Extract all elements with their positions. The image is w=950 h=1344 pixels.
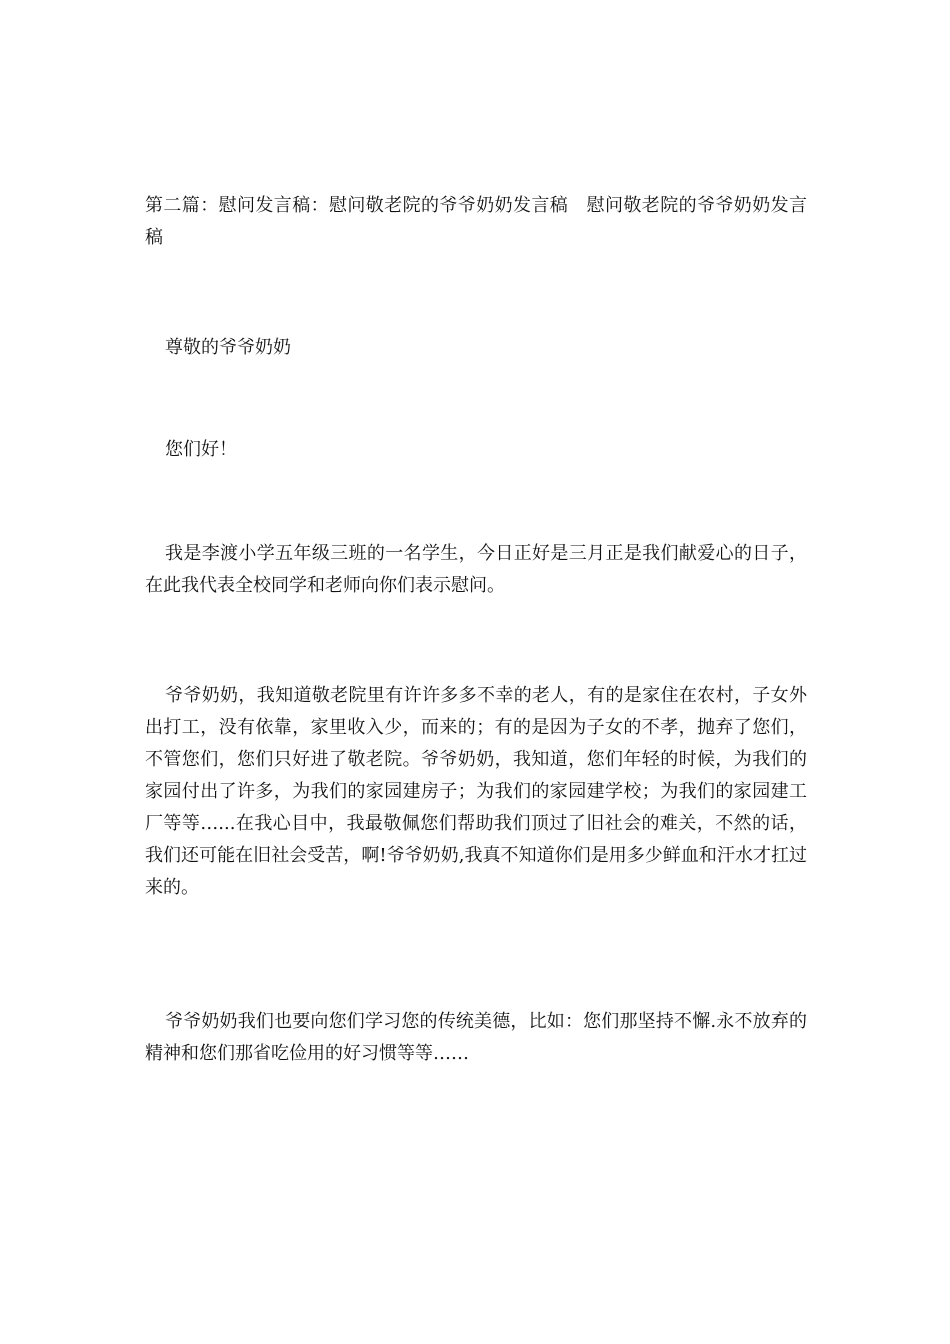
salutation: 尊敬的爷爷奶奶 <box>165 337 291 358</box>
paragraph-intro: 我是李渡小学五年级三班的一名学生，今日正好是三月正是我们献爱心的日子，在此我代表全校同学和老师向你们表示慰问。 <box>145 543 807 596</box>
paragraph-gratitude: 爷爷奶奶，我知道敬老院里有许许多多不幸的老人，有的是家住在农村，子女外出打工，没有依靠，家里收入少，而来的；有的是因为子女的不孝，抛弃了您们，不管您们，您们只好进了敬老院。爷爷奶奶，我知道，您们年轻的时候，为我们的家园付出了许多，为我们的家园建房子；为我们的家园建学校；为我们的家园建工厂等等…...在我心目中，我最敬佩您们帮助我们顶过了旧社会的难关，不然的话，我们还可能在旧社会受苦，啊!爷爷奶奶,我真不知道你们是用多少鲜血和汗水才扛过来的。 <box>145 685 807 898</box>
document-title: 第二篇：慰问发言稿：慰问敬老院的爷爷奶奶发言稿 慰问敬老院的爷爷奶奶发言稿 <box>145 195 807 248</box>
greeting: 您们好！ <box>165 439 237 460</box>
paragraph-virtues: 爷爷奶奶我们也要向您们学习您的传统美德，比如：您们那坚持不懈.永不放弃的精神和您们那省吃俭用的好习惯等等…… <box>145 1011 807 1064</box>
